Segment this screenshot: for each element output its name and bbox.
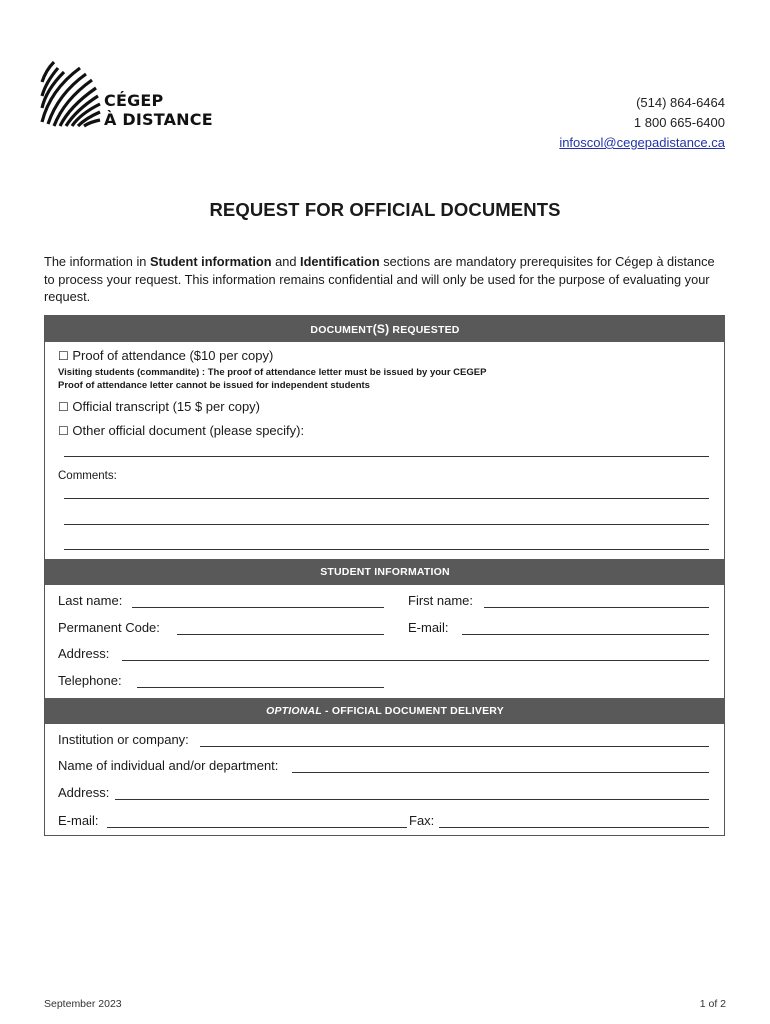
individual-label: Name of individual and/or department: xyxy=(58,758,279,773)
transcript-checkbox-icon[interactable]: ☐ xyxy=(58,400,69,414)
other-document-field[interactable] xyxy=(64,456,709,457)
attendance-option[interactable] xyxy=(58,348,273,364)
documents-header-text-2: REQUESTED xyxy=(389,324,460,336)
student-email-field[interactable] xyxy=(462,634,709,635)
institution-field[interactable] xyxy=(200,746,709,747)
comments-line-2[interactable] xyxy=(64,524,709,525)
institution-label: Institution or company: xyxy=(58,732,189,747)
last-name-field[interactable] xyxy=(132,607,384,608)
footer-date: September 2023 xyxy=(44,998,122,1010)
footer-page-number: 1 of 2 xyxy=(699,998,726,1010)
other-document-label: Other official document (please specify): xyxy=(72,423,305,438)
intro-text-1: The information in xyxy=(44,254,150,269)
delivery-address-field[interactable] xyxy=(115,799,709,800)
email-link[interactable]: infoscol@cegepadistance.ca xyxy=(559,135,725,150)
delivery-email-label: E-mail: xyxy=(58,813,99,828)
telephone-field[interactable] xyxy=(137,687,384,688)
fax-field[interactable] xyxy=(439,827,709,828)
delivery-section-header xyxy=(45,698,725,724)
intro-paragraph xyxy=(44,253,724,306)
student-email-label: E-mail: xyxy=(408,620,449,635)
delivery-header-optional: OPTIONAL xyxy=(266,705,322,717)
first-name-field[interactable] xyxy=(484,607,709,608)
attendance-label: Proof of attendance ($10 per copy) xyxy=(72,348,274,363)
other-document-option[interactable] xyxy=(58,423,304,439)
visiting-students-note: Visiting students (commandite) : The proof of attendance letter must be issued by your CEGEP xyxy=(58,367,487,378)
student-section-header: STUDENT INFORMATION xyxy=(45,559,725,585)
permanent-code-field[interactable] xyxy=(177,634,384,635)
first-name-label: First name: xyxy=(408,593,474,608)
comments-line-3[interactable] xyxy=(64,549,709,550)
transcript-label: Official transcript (15 $ per copy) xyxy=(72,399,261,414)
intro-text-3: sections are mandatory prerequisites for Cégep à distance to process your request. This information remains confidential and will only be used for the purpose of evaluating your request. xyxy=(44,254,715,304)
logo-line-2: À DISTANCE xyxy=(104,110,213,129)
delivery-address-label: Address: xyxy=(58,785,110,800)
logo-text xyxy=(104,91,213,129)
comments-line-1[interactable] xyxy=(64,498,709,499)
documents-header-text: DOCUMENT xyxy=(310,324,373,336)
logo-line-1: CÉGEP xyxy=(104,91,164,110)
comments-label: Comments: xyxy=(58,470,117,482)
student-address-field[interactable] xyxy=(122,660,709,661)
permanent-code-label: Permanent Code: xyxy=(58,620,160,635)
telephone-label: Telephone: xyxy=(58,673,122,688)
phone-tollfree: 1 800 665-6400 xyxy=(633,115,725,130)
intro-bold-identification: Identification xyxy=(300,254,380,269)
contact-block xyxy=(559,93,725,153)
attendance-checkbox-icon[interactable]: ☐ xyxy=(58,349,69,363)
delivery-header-text: - OFFICIAL DOCUMENT DELIVERY xyxy=(321,705,504,717)
documents-section-header xyxy=(45,316,725,342)
transcript-option[interactable] xyxy=(58,399,260,415)
other-checkbox-icon[interactable]: ☐ xyxy=(58,424,69,438)
independent-students-note: Proof of attendance letter cannot be issued for independent students xyxy=(58,380,370,391)
last-name-label: Last name: xyxy=(58,593,123,608)
intro-bold-student-info: Student information xyxy=(149,254,272,269)
delivery-email-field[interactable] xyxy=(107,827,407,828)
documents-header-paren: (S) xyxy=(372,322,390,336)
page-title: REQUEST FOR OFFICIAL DOCUMENTS xyxy=(209,199,561,220)
student-address-label: Address: xyxy=(58,646,110,661)
phone-local: (514) 864-6464 xyxy=(636,95,725,110)
individual-field[interactable] xyxy=(292,772,709,773)
fax-label: Fax: xyxy=(409,813,435,828)
intro-text-2: and xyxy=(271,254,301,269)
